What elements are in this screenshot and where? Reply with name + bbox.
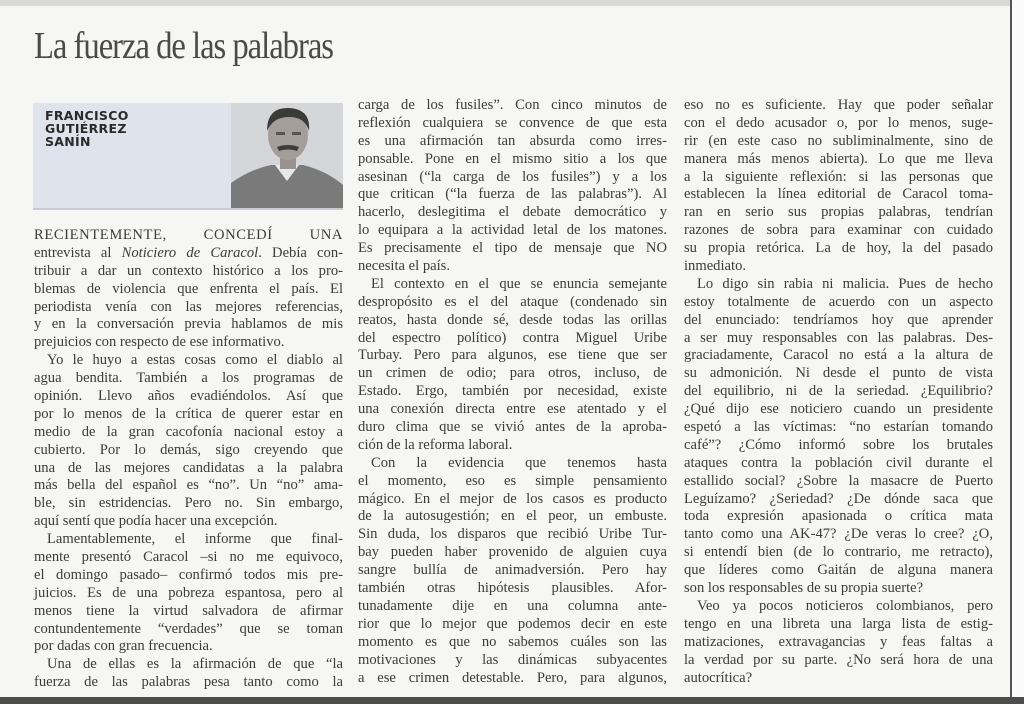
text-line: es una afirmación tan absurda como irres-: [358, 132, 667, 149]
text-line: espetó a las víctimas: “no estarían tomando: [684, 419, 993, 436]
text-line: también otras hipótesis plausibles. Afor-: [358, 580, 667, 597]
text-line: fuerza de las palabras pesa tanto como la: [34, 674, 343, 691]
text-line: Veo ya pocos noticieros colombianos, pero: [697, 597, 993, 614]
text-segment: . Debía con-: [258, 244, 343, 261]
author-box: [33, 103, 343, 210]
text-line: Lamentablemente, el informe que final-: [47, 531, 343, 548]
text-line: medio de la gran cacofonía nacional estoy a: [34, 423, 343, 440]
text-line: Lo digo sin rabia ni malicia. Pues de hecho: [697, 275, 993, 292]
text-line: aquí sentí que podía hacer una excepción.: [34, 513, 278, 530]
text-line: si entendí bien (de lo contrario, me retracto),: [684, 544, 993, 561]
text-line: más bella del español es “no”. Un “no” ama-: [34, 477, 343, 494]
text-line: con el dedo acusador o, por lo menos, suge-: [684, 114, 993, 131]
text-line: blemas de violencia que enfrenta el país. El: [34, 280, 343, 297]
text-line: matizaciones, extravagancias y feas faltas a: [684, 633, 993, 650]
text-line: la verdad por su parte. ¿No será hora de una: [684, 651, 993, 668]
text-line: rior que lo mejor que podemos decir en este: [358, 615, 667, 632]
article-column-3: [684, 97, 993, 687]
text-line: su propia retórica. La de hoy, la del pasado: [684, 240, 993, 257]
text-line: toda expresión apasionada o crítica mata: [684, 508, 993, 525]
text-line: Yo le huyo a estas cosas como el diablo al: [47, 352, 343, 369]
text-line: el domingo pasado– confirmó todos mis pre-: [34, 566, 343, 583]
text-line: Es precisamente el tipo de mensaje que NO: [358, 240, 667, 257]
text-line: Con la evidencia que tenemos hasta: [371, 454, 667, 471]
author-name-line: FRANCISCO: [45, 108, 129, 123]
text-line: una de las mejores candidatas a la palabra: [34, 459, 343, 476]
text-line: Una de ellas es la afirmación de que “la: [47, 656, 343, 673]
text-line: El contexto en el que se enuncia semejante: [371, 275, 667, 292]
text-line: por lo menos de la crítica de querer estar en: [34, 405, 343, 422]
text-line: razones de sobra para examinar con cuidado: [684, 222, 993, 239]
text-line: que critican (“la fuerza de las palabras”). Al: [358, 186, 667, 203]
text-line: que líderes como Gaitán de alguna manera: [684, 562, 993, 579]
text-line: establecen la línea editorial de Caracol toma-: [684, 186, 993, 203]
text-line: duro clima que se vivió antes de la aproba-: [358, 419, 667, 436]
text-line: a la siguiente reflexión: si las personas que: [684, 168, 993, 185]
text-line: un crimen de odio; para otros, incluso, de: [358, 365, 667, 382]
text-line: despropósito es el del ataque (condenado sin: [358, 293, 667, 310]
author-photo: [231, 103, 343, 208]
text-line: graciadamente, Caracol no está a la altura de: [684, 347, 993, 364]
text-line: eso no es suficiente. Hay que poder señalar: [684, 97, 993, 113]
text-line: sangre bullía de animadversión. Pero hay: [358, 562, 667, 579]
text-line: Leguízamo? ¿Seriedad? ¿De dónde saca que: [684, 490, 993, 507]
text-line: su admonición. Ni desde el punto de vista: [684, 365, 993, 382]
text-line: una conexión directa entre ese atentado y el: [358, 401, 667, 418]
text-line: contundentemente “verdades” que se toman: [34, 620, 343, 637]
author-name: [45, 109, 129, 148]
text-line: rir (en este caso no subliminalmente, sino de: [684, 132, 993, 149]
text-line: ran en serio sus propias palabras, tendrían: [684, 204, 993, 221]
text-line: tanto como una AK-47? ¿De veras lo cree? ¿O,: [684, 526, 993, 543]
text-line: Sin duda, los disparos que recibió Uribe Tur-: [358, 526, 667, 543]
text-line: tribuir a dar un contexto histórico a los pro-: [34, 262, 343, 279]
text-line: de la autosugestión; en el peor, un embuste.: [358, 508, 667, 525]
text-line: el momento, eso es simple pensamiento: [358, 472, 667, 489]
text-line: tengo en una libreta una larga lista de estig-: [684, 615, 993, 632]
text-line: del equilibrio, ni de la seriedad. ¿Equilibrio?: [684, 383, 993, 400]
author-name-line: GUTIÉRREZ: [45, 121, 127, 136]
text-line: necesita el país.: [358, 258, 450, 275]
text-line: y en la conversación previa hablamos de mis: [34, 316, 343, 333]
text-line: periodista venía con las mejores referencias,: [34, 298, 343, 315]
text-line: hacerlo, deslegitima el debate democrático y: [358, 204, 667, 221]
text-line: inmediato.: [684, 258, 747, 275]
italic-text: Noticiero de Caracol: [121, 244, 259, 261]
text-line: estoy totalmente de acuerdo con un aspecto: [684, 293, 993, 310]
text-line: reflexión cualquiera se convence de que esta: [358, 114, 667, 131]
text-line: del espectro político) contra Miguel Uribe: [358, 329, 667, 346]
text-line: estallido social? ¿Sobre la masacre de Puerto: [684, 472, 993, 489]
text-line: ¿Qué dijo ese noticiero cuando un presidente: [684, 401, 993, 418]
text-line: por dadas con gran frecuencia.: [34, 638, 213, 655]
text-line: momento es que no sabemos cuáles son las: [358, 633, 667, 650]
text-line: Turbay. Pero para algunos, ese tiene que ser: [358, 347, 667, 364]
text-line: RECIENTEMENTE, CONCEDÍ UNA: [34, 227, 343, 243]
text-line: [34, 245, 343, 263]
text-line: juicios. Es de una pobreza espantosa, pero al: [34, 584, 343, 601]
article-title: La fuerza de las palabras: [34, 25, 333, 67]
text-line: manera más menos abierta). Lo que me lleva: [684, 150, 993, 167]
text-line: menos tiene la virtud salvadora de afirmar: [34, 602, 343, 619]
text-line: del enunciado: tendríamos hoy que aprender: [684, 311, 993, 328]
text-line: son los responsables de su propia suerte?: [684, 580, 924, 597]
text-line: cubierto. Por lo demás, sigo creyendo que: [34, 441, 343, 458]
text-line: reatos, hasta donde sé, desde todas las orillas: [358, 311, 667, 328]
text-segment: entrevista al: [34, 244, 122, 261]
text-line: opinión. Llevo años evadiéndolos. Así que: [34, 388, 343, 405]
text-line: mente presentó Caracol –si no me equivoco,: [34, 549, 343, 566]
text-line: agua bendita. También a los programas de: [34, 370, 343, 387]
text-line: bay pueden haber provenido de alguien cuya: [358, 544, 667, 561]
bottom-bar: [0, 697, 1024, 704]
text-line: lo equipara a la actividad letal de los matones.: [358, 222, 667, 239]
text-line: ción de la reforma laboral.: [358, 436, 513, 453]
author-name-line: SANÍN: [45, 134, 91, 149]
text-line: ataques contra la población civil durante el: [684, 454, 993, 471]
top-band: [0, 0, 1024, 6]
text-line: motivaciones y las dinámicas subyacentes: [358, 651, 667, 668]
text-line: asesinan (“la carga de los fusiles”) y a los: [358, 168, 667, 185]
text-line: prejuicios con respecto de ese informativo.: [34, 334, 285, 351]
article-column-2: [358, 97, 667, 687]
text-line: tunadamente dije en una columna ante-: [358, 597, 667, 614]
text-line: carga de los fusiles”. Con cinco minutos de: [358, 97, 667, 113]
text-line: mágico. En el mejor de los casos es producto: [358, 490, 667, 507]
page-edge: [1010, 0, 1024, 704]
text-line: autocrítica?: [684, 669, 753, 686]
text-line: a ser muy responsables con las palabras. Des-: [684, 329, 993, 346]
text-line: Estado. Ergo, también por necesidad, existe: [358, 383, 667, 400]
text-line: ponsable. Pone en el mismo sitio a los que: [358, 150, 667, 167]
text-line: café”? ¿Cómo informó sobre los brutales: [684, 436, 993, 453]
text-line: ble, sin estridencias. Pero no. Sin embargo,: [34, 495, 343, 512]
article-column-1: [34, 227, 343, 692]
text-line: a ese crimen detestable. Pero, para algunos,: [358, 669, 667, 686]
